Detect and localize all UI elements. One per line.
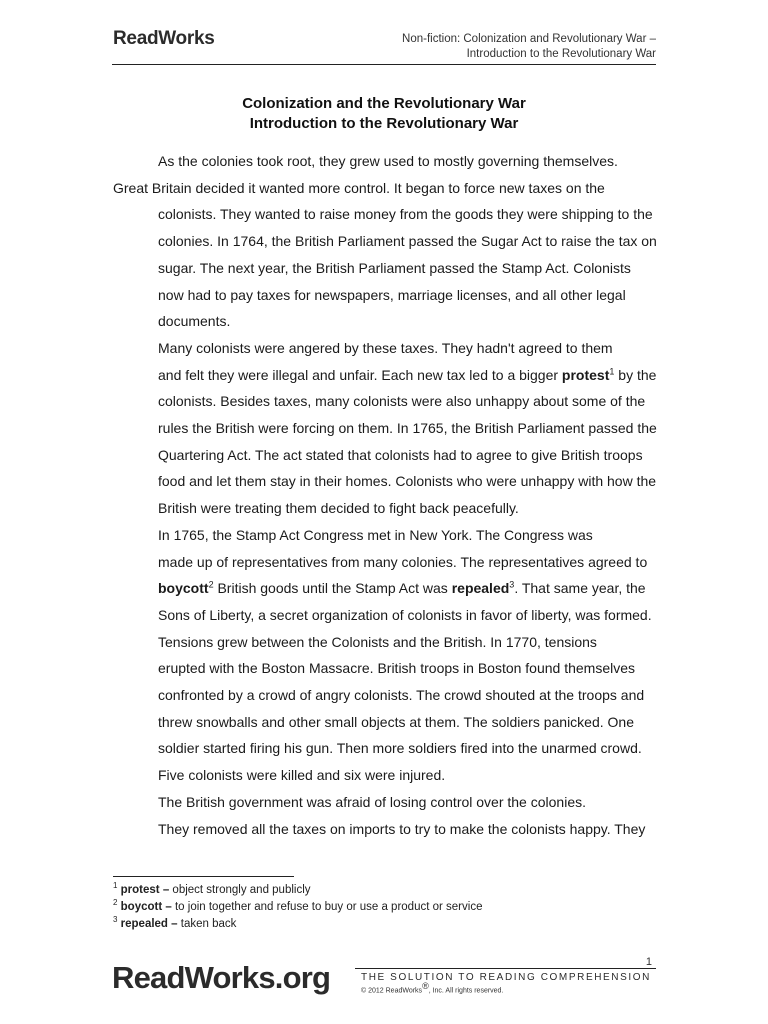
text-line: erupted with the Boston Massacre. British troops in Boston found themselves bbox=[158, 660, 636, 677]
glossary-term-boycott: boycott bbox=[158, 580, 209, 597]
registered-mark: ® bbox=[422, 981, 429, 991]
text-line: As the colonies took root, they grew used to mostly governing themselves. bbox=[158, 153, 618, 169]
text-line: Quartering Act. The act stated that colonists had to agree to give British troops bbox=[158, 446, 643, 463]
text-line: rules the British were forcing on them. In 1765, the British Parliament passed the bbox=[158, 420, 657, 437]
footnote-term: protest – bbox=[120, 884, 170, 896]
footnote-ref-3: 3 bbox=[509, 579, 515, 590]
text-line: They removed all the taxes on imports to try to make the colonists happy. They bbox=[158, 820, 646, 837]
footnote-number: 3 bbox=[113, 915, 118, 925]
text-line: colonists. Besides taxes, many colonists were also unhappy about some of the bbox=[158, 393, 646, 410]
footnote-number: 1 bbox=[113, 881, 118, 891]
footnote-1 bbox=[113, 882, 482, 899]
copyright-text: , Inc. All rights reserved. bbox=[428, 987, 504, 995]
footnote-2 bbox=[113, 899, 482, 916]
page-number: 1 bbox=[645, 956, 652, 968]
footnotes bbox=[113, 882, 482, 933]
footnote-ref-1: 1 bbox=[609, 365, 615, 376]
text-segment: . That same year, the bbox=[514, 580, 646, 597]
title-line2: Introduction to the Revolutionary War bbox=[249, 115, 519, 132]
text-line bbox=[113, 575, 657, 602]
copyright-text: © 2012 ReadWorks bbox=[361, 987, 423, 995]
footnote-term: boycott – bbox=[120, 901, 172, 913]
footer-divider bbox=[355, 968, 656, 969]
footer-tagline: THE SOLUTION TO READING COMPREHENSION bbox=[361, 972, 651, 983]
paragraph-1 bbox=[113, 148, 657, 335]
text-line: documents. bbox=[158, 313, 231, 330]
text-line: The British government was afraid of losing control over the colonies. bbox=[158, 793, 586, 810]
footnote-definition: taken back bbox=[177, 918, 237, 930]
footnote-ref-2: 2 bbox=[208, 579, 214, 590]
glossary-term-repealed: repealed bbox=[451, 580, 510, 597]
text-line: confronted by a crowd of angry colonists. The crowd shouted at the troops and bbox=[158, 687, 645, 704]
paragraph-5 bbox=[113, 789, 657, 842]
footnote-definition: object strongly and publicly bbox=[169, 884, 311, 896]
text-line: now had to pay taxes for newspapers, marriage licenses, and all other legal bbox=[158, 286, 626, 303]
text-line: colonies. In 1764, the British Parliament passed the Sugar Act to raise the tax on bbox=[158, 233, 657, 250]
footnote-divider bbox=[113, 876, 294, 877]
footnote-definition: to join together and refuse to buy or use a product or service bbox=[171, 901, 483, 913]
text-line: Many colonists were angered by these taxes. They hadn't agreed to them bbox=[158, 339, 613, 356]
text-line: food and let them stay in their homes. Colonists who were unhappy with how the bbox=[158, 473, 657, 490]
text-segment: British goods until the Stamp Act was bbox=[213, 580, 452, 597]
text-line: soldier started firing his gun. Then more soldiers fired into the unarmed crowd. bbox=[158, 740, 642, 757]
header-subtitle-line1: Non-fiction: Colonization and Revolutionary War – bbox=[402, 33, 656, 45]
text-line: threw snowballs and other small objects at them. The soldiers panicked. One bbox=[158, 713, 634, 730]
text-line bbox=[113, 362, 657, 389]
header-divider bbox=[112, 64, 656, 65]
text-line: Tensions grew between the Colonists and the British. In 1770, tensions bbox=[158, 633, 597, 650]
text-line: British were treating them decided to fight back peacefully. bbox=[158, 500, 519, 517]
header-subtitle-line2: Introduction to the Revolutionary War bbox=[466, 48, 656, 60]
paragraph-2 bbox=[113, 335, 657, 522]
text-line: made up of representatives from many colonies. The representatives agreed to bbox=[158, 553, 648, 570]
footer-copyright bbox=[361, 981, 504, 995]
text-line: Great Britain decided it wanted more control. It began to force new taxes on the bbox=[113, 179, 605, 196]
text-segment: and felt they were illegal and unfair. Each new tax led to a bigger bbox=[158, 366, 562, 383]
header-logo: ReadWorks bbox=[113, 28, 215, 49]
text-segment: by the bbox=[614, 366, 657, 383]
page-title bbox=[112, 94, 656, 134]
footnote-term: repealed – bbox=[120, 918, 178, 930]
text-line: colonists. They wanted to raise money from the goods they were shipping to the bbox=[158, 206, 653, 223]
text-line: sugar. The next year, the British Parliament passed the Stamp Act. Colonists bbox=[158, 259, 631, 276]
text-line: Sons of Liberty, a secret organization of colonists in favor of liberty, was formed. bbox=[158, 606, 652, 623]
footnote-number: 2 bbox=[113, 898, 118, 908]
title-line1: Colonization and the Revolutionary War bbox=[242, 95, 526, 112]
footer-logo: ReadWorks.org bbox=[112, 960, 331, 995]
text-line: In 1765, the Stamp Act Congress met in New York. The Congress was bbox=[158, 526, 593, 543]
text-line: Five colonists were killed and six were injured. bbox=[158, 767, 446, 784]
paragraph-3 bbox=[113, 522, 657, 629]
header-subtitle bbox=[402, 32, 656, 62]
glossary-term-protest: protest bbox=[561, 366, 610, 383]
article-body bbox=[113, 148, 657, 842]
paragraph-4 bbox=[113, 629, 657, 789]
footnote-3 bbox=[113, 916, 482, 933]
